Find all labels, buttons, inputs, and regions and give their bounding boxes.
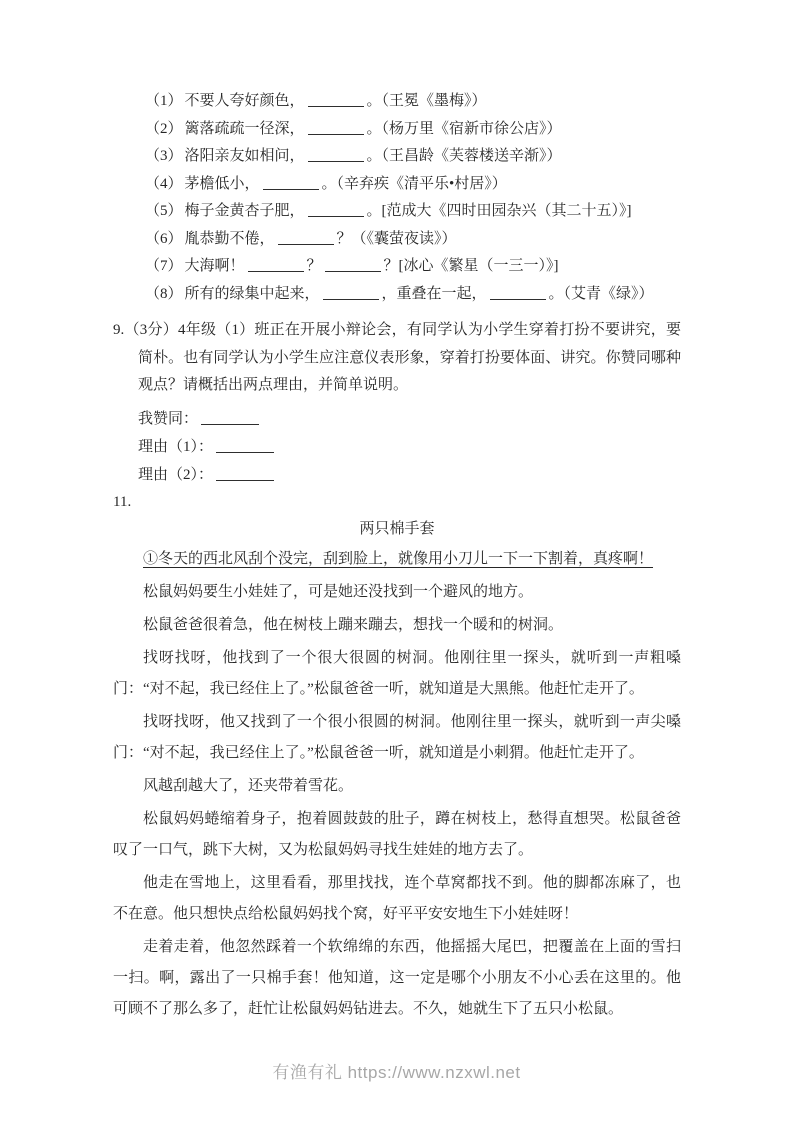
fill-blank-item — [145, 198, 681, 226]
answer-blank — [308, 148, 364, 162]
answer-blank — [308, 203, 364, 217]
passage-paragraph: 找呀找呀，他又找到了一个很小很圆的树洞。他刚往里一探头，就听到一声尖嗓门：“对不起，我已经住上了。”松鼠爸爸一听，就知道是小刺猬。他赶忙走开了。 — [113, 713, 681, 761]
answer-blank — [201, 411, 259, 425]
item-text: 胤恭勤不倦， — [184, 230, 275, 247]
item-text: 大海啊！ — [184, 258, 245, 274]
item-number: （1） — [145, 93, 183, 109]
item-text: 。（辛弃疾《清平乐•村居》） — [321, 175, 507, 192]
item-text: 所有的绿集中起来， — [184, 285, 320, 302]
item-number: （5） — [145, 203, 183, 219]
page-content — [113, 88, 681, 1027]
answer-label: 理由（1）： — [138, 438, 214, 455]
passage-title: 两只棉手套 — [359, 520, 435, 537]
answer-label: 理由（2）： — [138, 466, 214, 483]
answer-line — [138, 405, 681, 433]
item-text: 篱落疏疏一径深， — [184, 120, 305, 137]
item-text: 不要人夸好颜色， — [184, 93, 305, 109]
item-text: 。（杨万里《宿新市徐公店》） — [366, 120, 562, 137]
fill-blank-item — [145, 88, 681, 116]
item-text: 。（艾青《绿》） — [548, 285, 654, 302]
question-9 — [113, 317, 681, 400]
item-text: ，重叠在一起， — [381, 285, 487, 302]
answer-blank — [490, 286, 546, 300]
item-number: （3） — [145, 148, 183, 164]
fill-blank-item — [145, 226, 681, 254]
fill-blank-list — [113, 88, 681, 308]
question-number: 11. — [113, 493, 132, 510]
answer-label: 我赞同： — [138, 410, 199, 427]
item-text: ？[冰心《繁星（一三一）》] — [383, 258, 559, 274]
question-number: 9. — [113, 322, 125, 338]
answer-blank — [323, 286, 379, 300]
answer-blank — [278, 231, 334, 245]
passage — [113, 544, 681, 1025]
fill-blank-item — [145, 281, 681, 309]
item-text: ？（《囊萤夜读》） — [336, 230, 457, 247]
passage-paragraph: 他走在雪地上，这里看看，那里找找，连个草窝都找不到。他的脚都冻麻了，也不在意。他只想快点给松鼠妈妈找个窝，好平平安安地生下小娃娃呀！ — [113, 874, 681, 922]
answer-blank — [216, 467, 274, 481]
item-number: （2） — [145, 120, 183, 137]
passage-paragraph: 风越刮越大了，还夹带着雪花。 — [143, 777, 354, 794]
answer-blank — [308, 121, 364, 135]
passage-paragraph: 松鼠妈妈要生小娃娃了，可是她还没找到一个避风的地方。 — [143, 583, 534, 600]
item-text: 。[范成大《四时田园杂兴（其二十五）》] — [366, 203, 632, 219]
passage-paragraph: 走着走着，他忽然踩着一个软绵绵的东西，他摇摇大尾巴，把覆盖在上面的雪扫一扫。啊，露出了一只棉手套！他知道，这一定是哪个小朋友不小心丢在这里的。他可顾不了那么多了，赶忙让松鼠妈妈钻进去。不久，她就生下了五只小松鼠。 — [113, 938, 681, 1017]
item-number: （4） — [145, 175, 183, 192]
question-9-answers — [113, 405, 681, 489]
item-number: （6） — [145, 230, 183, 247]
item-text: ？ — [306, 258, 322, 274]
question-11 — [113, 489, 681, 516]
answer-blank — [248, 258, 304, 272]
item-text: 。（王冕《墨梅》） — [366, 93, 487, 109]
item-text: 茅檐低小， — [184, 175, 260, 192]
fill-blank-item — [145, 253, 681, 281]
item-text: 梅子金黄杏子肥， — [184, 203, 305, 219]
item-number: （8） — [145, 285, 183, 302]
answer-blank — [263, 176, 319, 190]
item-text: 。（王昌龄《芙蓉楼送辛渐》） — [366, 148, 562, 164]
answer-line — [138, 433, 681, 461]
passage-paragraph: 松鼠爸爸很着急，他在树枝上蹦来蹦去，想找一个暖和的树洞。 — [143, 616, 564, 633]
item-text: 洛阳亲友如相问， — [184, 148, 305, 164]
fill-blank-item — [145, 143, 681, 171]
fill-blank-item — [145, 116, 681, 144]
passage-paragraph: 找呀找呀，他找到了一个很大很圆的树洞。他刚往里一探头，就听到一声粗嗓门：“对不起，我已经住上了。”松鼠爸爸一听，就知道是大黑熊。他赶忙走开了。 — [113, 649, 681, 697]
answer-blank — [216, 439, 274, 453]
question-text: （3分）4年级（1）班正在开展小辩论会，有同学认为小学生穿着打扮不要讲究，要简朴。也有同学认为小学生应注意仪表形象，穿着打扮要体面、讲究。你赞同哪种观点？请概括出两点理由，并简单说明。 — [124, 322, 681, 393]
passage-paragraph: 松鼠妈妈蜷缩着身子，抱着圆鼓鼓的肚子，蹲在树枝上，愁得直想哭。松鼠爸爸叹了一口气，跳下大树，又为松鼠妈妈寻找生娃娃的地方去了。 — [113, 810, 681, 858]
passage-paragraph: ①冬天的西北风刮个没完，刮到脸上，就像用小刀儿一下一下割着，真疼啊！ — [143, 550, 654, 567]
fill-blank-item — [145, 171, 681, 199]
answer-blank — [325, 258, 381, 272]
footer-watermark: 有渔有礼 https://www.nzxwl.net — [272, 1063, 521, 1082]
item-number: （7） — [145, 258, 183, 274]
answer-line — [138, 461, 681, 489]
answer-blank — [308, 93, 364, 107]
